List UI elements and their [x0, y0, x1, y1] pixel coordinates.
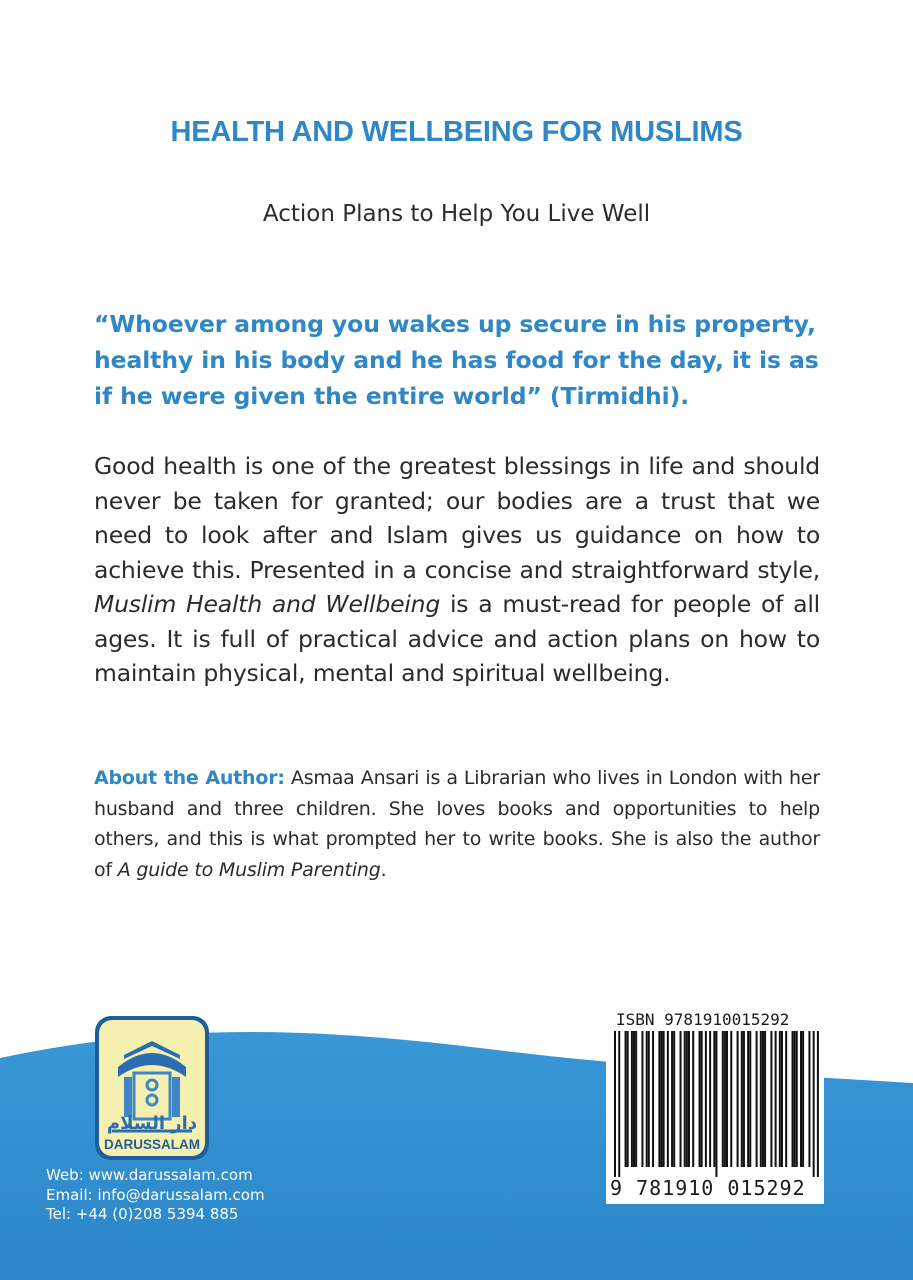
publisher-tel: Tel: +44 (0)208 5394 885	[46, 1205, 239, 1223]
barcode-bar	[705, 1031, 707, 1167]
barcode-bar	[796, 1031, 798, 1167]
logo-wordmark: DARUSSALAM	[104, 1137, 200, 1152]
barcode-bar	[794, 1031, 796, 1167]
barcode-bar	[646, 1031, 648, 1167]
isbn-digits-group-1: 9	[610, 1176, 624, 1200]
barcode-bar	[770, 1031, 772, 1167]
about-end: .	[380, 858, 387, 881]
barcode-bar	[781, 1031, 783, 1167]
barcode-bar	[633, 1031, 635, 1167]
barcode-bar	[764, 1031, 766, 1167]
barcode-bar	[671, 1031, 673, 1167]
barcode-bar	[747, 1031, 749, 1167]
isbn-barcode-box	[606, 1008, 824, 1204]
barcode-bar	[663, 1031, 665, 1167]
publisher-web: Web: www.darussalam.com	[46, 1166, 253, 1184]
barcode-bar	[756, 1031, 758, 1167]
barcode-bars	[614, 1031, 819, 1177]
barcode-bar	[635, 1031, 637, 1167]
darussalam-logo	[94, 1015, 210, 1161]
publisher-contact	[46, 1166, 265, 1225]
barcode-bar	[749, 1031, 751, 1167]
barcode-bar	[762, 1031, 764, 1167]
description-book-title: Muslim Health and Wellbeing	[94, 590, 441, 618]
barcode-bar	[775, 1031, 777, 1167]
barcode-bar	[667, 1031, 669, 1167]
barcode-bar	[652, 1031, 654, 1167]
about-the-author	[94, 763, 820, 885]
isbn-digits-group-2: 781910	[636, 1176, 715, 1200]
barcode-bar	[680, 1031, 682, 1167]
barcode-bar	[614, 1031, 616, 1177]
isbn-digits	[610, 1176, 806, 1200]
barcode-bar	[792, 1031, 794, 1167]
isbn-label: ISBN 9781910015292	[616, 1010, 790, 1029]
book-subtitle: Action Plans to Help You Live Well	[262, 201, 651, 227]
barcode-bar	[715, 1031, 717, 1177]
barcode-bar	[724, 1031, 726, 1167]
barcode-bar	[741, 1031, 743, 1167]
barcode-bar	[760, 1031, 762, 1167]
isbn-digits-group-3: 015292	[727, 1176, 806, 1200]
barcode-bar	[785, 1031, 787, 1167]
barcode-bar	[737, 1031, 739, 1167]
barcode-bar	[648, 1031, 650, 1167]
barcode-bar	[779, 1031, 781, 1167]
book-description	[94, 449, 820, 691]
barcode-bar	[808, 1031, 810, 1167]
barcode-bar	[699, 1031, 701, 1167]
barcode-bar	[722, 1031, 724, 1167]
barcode-bar	[726, 1031, 728, 1167]
barcode-bar	[817, 1031, 819, 1177]
publisher-email: Email: info@darussalam.com	[46, 1185, 265, 1204]
about-label: About the Author:	[94, 767, 285, 789]
book-title: HEALTH AND WELLBEING FOR MUSLIMS	[170, 116, 743, 148]
barcode-bar	[743, 1031, 745, 1167]
barcode-bar	[813, 1031, 815, 1177]
barcode-bar	[684, 1031, 686, 1167]
barcode-bar	[631, 1031, 633, 1167]
about-other-book: A guide to Muslim Parenting	[117, 858, 381, 881]
barcode-bar	[713, 1031, 715, 1167]
barcode-bar	[673, 1031, 675, 1167]
barcode-bar	[692, 1031, 694, 1167]
hadith-quote: “Whoever among you wakes up secure in his property, healthy in his body and he has food for the day, it is as if he were given the entire world” (Tirmidhi).	[94, 310, 819, 410]
description-part-1: Good health is one of the greatest blessings in life and should never be taken for granted; our bodies are a trust that we need to look after and Islam gives us guidance on how to achieve this. Presented in a concise and straightforward style,	[94, 452, 820, 584]
barcode-bar	[688, 1031, 690, 1167]
barcode-bar	[660, 1031, 662, 1167]
barcode-bar	[627, 1031, 629, 1167]
barcode-bar	[709, 1031, 711, 1167]
barcode-bar	[701, 1031, 703, 1167]
logo-arabic-text: دار السلام	[106, 1113, 198, 1134]
barcode-bar	[625, 1031, 627, 1167]
barcode-bar	[686, 1031, 688, 1167]
barcode-bar	[802, 1031, 804, 1167]
barcode-bar	[800, 1031, 802, 1167]
about-text: Asmaa Ansari is a Librarian who lives in London with her husband and three children. She loves books and opportunities to help others, and this is what prompted her to write books. She is also the author of	[94, 767, 820, 881]
barcode-bar	[641, 1031, 643, 1167]
description-part-2: is a must-read for people of all ages. It is full of practical advice and action plans on how to maintain physical, mental and spiritual wellbeing.	[94, 590, 820, 687]
barcode-bar	[618, 1031, 620, 1177]
barcode-bar	[730, 1031, 732, 1167]
barcode-bar	[658, 1031, 660, 1167]
